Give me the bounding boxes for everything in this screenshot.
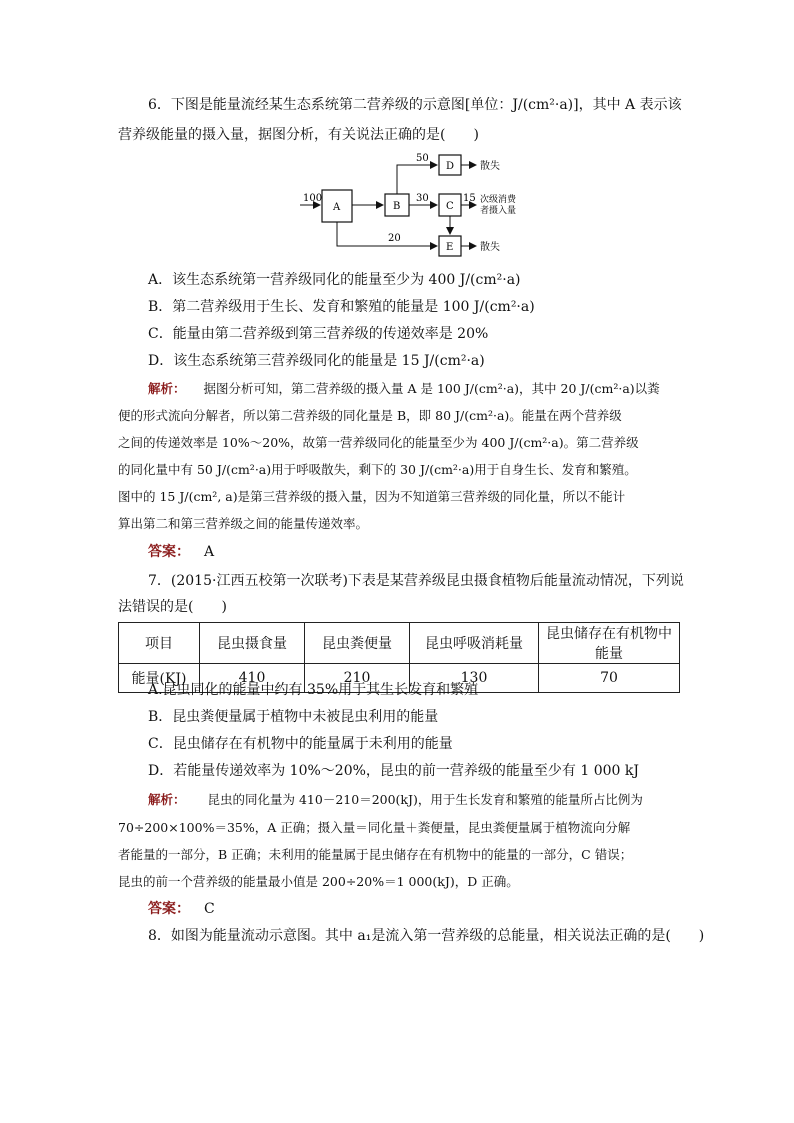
q6-to-e-value: 20 xyxy=(388,233,401,244)
q6-answer-value: A xyxy=(204,544,215,560)
box-d-label: D xyxy=(446,161,455,172)
q7-stem-line1: 7．(2015·江西五校第一次联考)下表是某营养级昆虫摄食植物后能量流动情况，下列说 xyxy=(148,573,684,589)
q6-to-c-value: 30 xyxy=(416,193,429,204)
q8-stem-line1: 8．如图为能量流动示意图。其中 a₁是流入第一营养级的总能量，相关说法正确的是( ) xyxy=(148,928,705,944)
q6-analysis-line5: 图中的 15 J/(cm², a)是第三营养级的摄入量，因为不知道第三营养级的同化量，所以不能计 xyxy=(118,489,626,504)
q6-stem-line1: 6．下图是能量流经某生态系统第二营养级的示意图[单位：J/(cm²·a)]，其中 A 表示该 xyxy=(148,97,682,113)
q7-stem-line2: 法错误的是( ) xyxy=(118,599,227,615)
q6-answer-label: 答案： xyxy=(148,544,190,560)
q6-c-label-1: 次级消费 xyxy=(480,195,517,205)
table-cell: 130 xyxy=(410,664,539,693)
q6-to-d-value: 50 xyxy=(416,153,429,164)
q7-option-d: D．若能量传递效率为 10%～20%，昆虫的前一营养级的能量至少有 1 000 kJ xyxy=(148,763,639,779)
q6-analysis-line2: 便的形式流向分解者，所以第二营养级的同化量是 B，即 80 J/(cm²·a)。能量在两个营养级 xyxy=(118,408,622,423)
table-cell: 210 xyxy=(305,664,410,693)
q6-in-value: 100 xyxy=(303,193,323,204)
table-header-cell: 昆虫储存在有机物中能量 xyxy=(539,623,680,664)
q6-option-b: B．第二营养级用于生长、发育和繁殖的能量是 100 J/(cm²·a) xyxy=(148,299,535,315)
table-header-cell: 项目 xyxy=(119,623,200,664)
q7-option-c: C．昆虫储存在有机物中的能量属于未利用的能量 xyxy=(148,736,453,752)
q6-stem-line2: 营养级能量的摄入量，据图分析，有关说法正确的是( ) xyxy=(118,127,479,143)
q6-analysis-line6: 算出第二和第三营养级之间的能量传递效率。 xyxy=(118,516,369,531)
q6-c-out-value: 15 xyxy=(463,193,476,204)
q7-answer xyxy=(148,899,215,919)
q6-analysis-line4: 的同化量中有 50 J/(cm²·a)用于呼吸散失，剩下的 30 J/(cm²·a)用于自身生长、发育和繁殖。 xyxy=(118,462,637,477)
q6-option-a: A．该生态系统第一营养级同化的能量至少为 400 J/(cm²·a) xyxy=(148,272,521,288)
box-b-label: B xyxy=(393,201,401,212)
table-cell: 410 xyxy=(200,664,305,693)
q7-analysis-line3: 者能量的一部分，B 正确；未利用的能量属于昆虫储存在有机物中的能量的一部分，C 错误； xyxy=(118,847,633,862)
table-header-cell: 昆虫粪便量 xyxy=(305,623,410,664)
table-header-row xyxy=(119,623,680,664)
box-a-label: A xyxy=(333,202,341,213)
q6-d-lost-label: 散失 xyxy=(480,161,500,172)
q6-analysis-line3: 之间的传递效率是 10%～20%，故第一营养级同化的能量至少为 400 J/(cm²·a)。第二营养级 xyxy=(118,435,639,450)
q6-energy-flow-diagram xyxy=(290,150,570,260)
q7-analysis-line2: 70÷200×100%＝35%，A 正确；摄入量＝同化量＋粪便量，昆虫粪便量属于植物流向分解 xyxy=(118,820,631,835)
q6-option-d: D．该生态系统第三营养级同化的能量是 15 J/(cm²·a) xyxy=(148,353,485,369)
q7-option-a: A.昆虫同化的能量中约有 35%用于其生长发育和繁殖 xyxy=(148,682,479,698)
q6-analysis-line1-wrap xyxy=(148,379,660,399)
table-cell: 70 xyxy=(539,664,680,693)
q6-analysis-label: 解析： xyxy=(148,381,186,396)
box-c-label: C xyxy=(446,201,454,212)
q7-analysis-line1: 昆虫的同化量为 410－210＝200(kJ)，用于生长发育和繁殖的能量所占比例为 xyxy=(207,792,643,807)
q7-analysis-label: 解析： xyxy=(148,792,186,807)
q7-analysis-line1-wrap xyxy=(148,790,643,810)
table-header-cell: 昆虫摄食量 xyxy=(200,623,305,664)
q6-e-lost-label: 散失 xyxy=(480,242,500,253)
q6-answer xyxy=(148,542,214,562)
table-header-cell: 昆虫呼吸消耗量 xyxy=(410,623,539,664)
q7-analysis-line4: 昆虫的前一个营养级的能量最小值是 200÷20%＝1 000(kJ)，D 正确。 xyxy=(118,874,519,889)
q7-option-b: B．昆虫粪便量属于植物中未被昆虫利用的能量 xyxy=(148,709,439,725)
q7-answer-value: C xyxy=(204,901,215,917)
q6-c-label-2: 者摄入量 xyxy=(480,206,517,216)
q7-answer-label: 答案： xyxy=(148,901,190,917)
table-cell: 能量(KJ) xyxy=(119,664,200,693)
q6-analysis-line1: 据图分析可知，第二营养级的摄入量 A 是 100 J/(cm²·a)，其中 20 J/(cm²·a)以粪 xyxy=(203,381,660,396)
box-e-label: E xyxy=(446,242,454,253)
q6-option-c: C．能量由第二营养级到第三营养级的传递效率是 20% xyxy=(148,326,489,342)
